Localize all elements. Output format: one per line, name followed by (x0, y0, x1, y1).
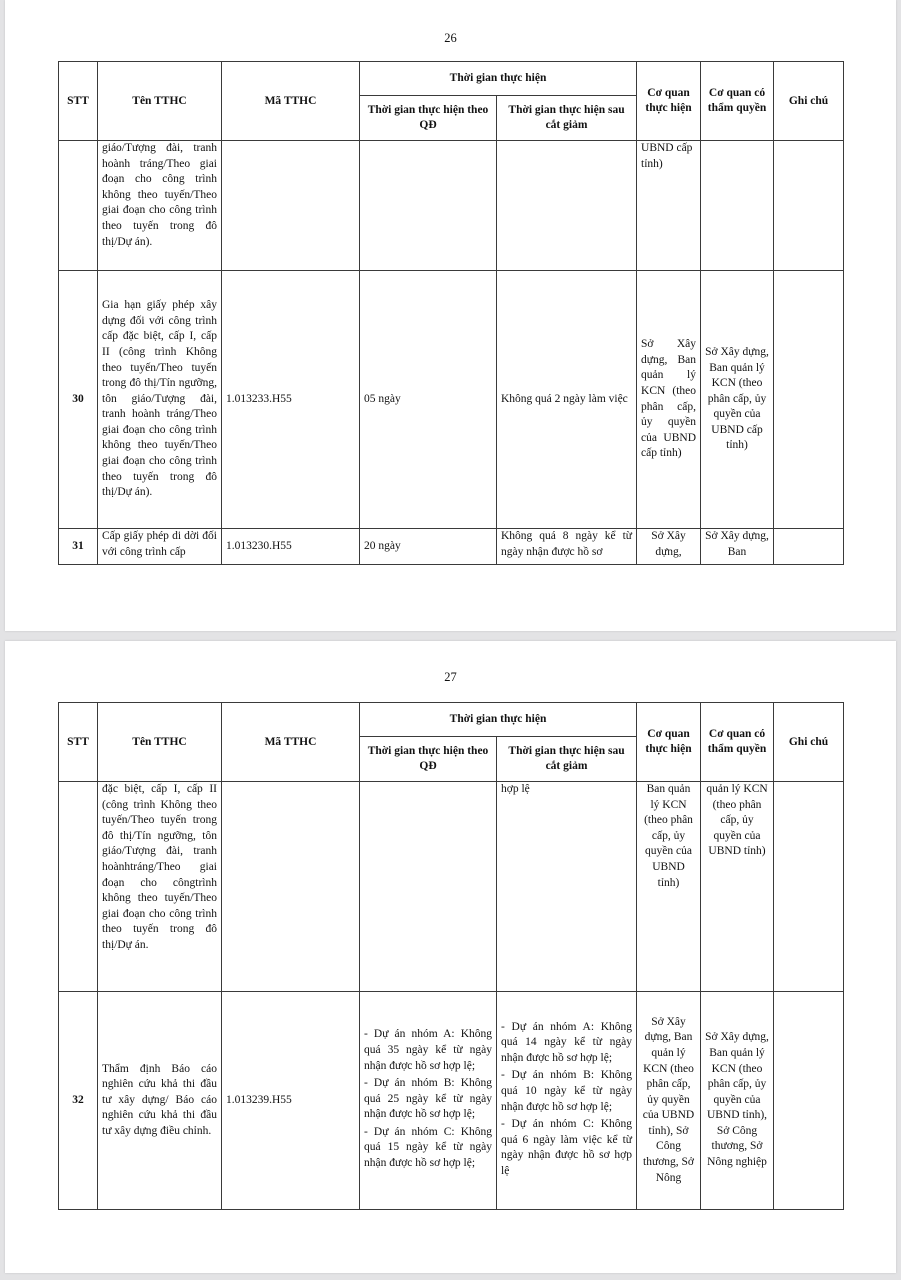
cell-note (774, 529, 844, 565)
cell-note (774, 782, 844, 992)
page-number: 26 (444, 31, 457, 45)
cell-name: giáo/Tượng đài, tranh hoành tráng/Theo giai đoạn cho công trình không theo tuyến/Theo giai đoạn cho công trình theo tuyến trong đô thị/Dự án). (98, 141, 222, 271)
cell-stt: 31 (59, 529, 98, 565)
time-qd-item: - Dự án nhóm A: Không quá 35 ngày kể từ ngày nhận được hồ sơ hợp lệ; (364, 1028, 492, 1072)
procedure-table (58, 702, 844, 1210)
header-time-cut: Thời gian thực hiện sau cắt giảm (497, 96, 637, 141)
cell-time-qd (360, 992, 497, 1210)
cell-time-cut (497, 141, 637, 271)
header-agency: Cơ quan thực hiện (637, 703, 701, 782)
cell-time-cut: Không quá 2 ngày làm việc (497, 271, 637, 529)
document-page-26 (5, 0, 896, 631)
time-qd-item: - Dự án nhóm B: Không quá 25 ngày kể từ ngày nhận được hồ sơ hợp lệ; (364, 1077, 492, 1121)
header-code: Mã TTHC (222, 703, 360, 782)
header-time-qd: Thời gian thực hiện theo QĐ (360, 96, 497, 141)
cell-authority: Sở Xây dựng, Ban quản lý KCN (theo phân cấp, ủy quyền của UBND cấp tỉnh) (701, 271, 774, 529)
cell-name: Thẩm định Báo cáo nghiên cứu khả thi đầu tư xây dựng/ Báo cáo nghiên cứu khả thi đầu tư xây dựng điều chỉnh. (98, 992, 222, 1210)
cell-note (774, 141, 844, 271)
table-header-row (59, 62, 844, 96)
cell-time-qd (360, 782, 497, 992)
header-agency: Cơ quan thực hiện (637, 62, 701, 141)
header-name: Tên TTHC (98, 703, 222, 782)
header-note: Ghi chú (774, 62, 844, 141)
cell-time-cut: hợp lệ (497, 782, 637, 992)
time-qd-item: - Dự án nhóm C: Không quá 15 ngày kể từ ngày nhận được hồ sơ hợp lệ; (364, 1125, 492, 1170)
header-time-qd: Thời gian thực hiện theo QĐ (360, 737, 497, 782)
cell-authority (701, 141, 774, 271)
table-row (59, 992, 844, 1210)
cell-time-qd: 05 ngày (360, 271, 497, 529)
header-name: Tên TTHC (98, 62, 222, 141)
header-authority: Cơ quan có thẩm quyền (701, 62, 774, 141)
header-time-group: Thời gian thực hiện (360, 703, 637, 737)
cell-time-qd (360, 141, 497, 271)
table-row (59, 271, 844, 529)
header-stt: STT (59, 62, 98, 141)
table-row (59, 141, 844, 271)
time-cut-item: - Dự án nhóm B: Không quá 10 ngày kể từ ngày nhận được hồ sơ hợp lệ; (501, 1069, 633, 1113)
cell-time-qd: 20 ngày (360, 529, 497, 565)
cell-name: đặc biệt, cấp I, cấp II (công trình Không theo tuyến/Theo tuyến trong đô thị/Tín ngưỡng, tôn giáo/Tượng đài, tranh hoànhtráng/Theo giai đoạn cho côngtrình không theo tuyến/Theo giai đoạn cho công trình theo tuyến trong đô thị/Dự án. (98, 782, 222, 992)
cell-agency: Sở Xây dựng, (637, 529, 701, 565)
header-stt: STT (59, 703, 98, 782)
header-note: Ghi chú (774, 703, 844, 782)
cell-code: 1.013239.H55 (222, 992, 360, 1210)
header-authority: Cơ quan có thẩm quyền (701, 703, 774, 782)
table-row (59, 529, 844, 565)
cell-agency: Sở Xây dựng, Ban quản lý KCN (theo phân cấp, ủy quyền của UBND tỉnh), Sở Công thương, Sở Nông (637, 992, 701, 1210)
cell-stt: 30 (59, 271, 98, 529)
cell-note (774, 271, 844, 529)
header-code: Mã TTHC (222, 62, 360, 141)
header-time-cut: Thời gian thực hiện sau cắt giảm (497, 737, 637, 782)
cell-name: Cấp giấy phép di dời đối với công trình cấp (98, 529, 222, 565)
cell-authority: quản lý KCN (theo phân cấp, ủy quyền của UBND tỉnh) (701, 782, 774, 992)
cell-stt (59, 141, 98, 271)
cell-time-cut (497, 992, 637, 1210)
document-page-27 (5, 641, 896, 1273)
cell-stt (59, 782, 98, 992)
header-time-group: Thời gian thực hiện (360, 62, 637, 96)
time-cut-item: - Dự án nhóm C: Không quá 6 ngày làm việc kể từ ngày nhận được hồ sơ hợp lệ (501, 1118, 633, 1177)
table-header-row (59, 703, 844, 737)
cell-code (222, 141, 360, 271)
cell-authority: Sở Xây dựng, Ban (701, 529, 774, 565)
cell-stt: 32 (59, 992, 98, 1210)
time-cut-item: - Dự án nhóm A: Không quá 14 ngày kể từ ngày nhận được hồ sơ hợp lệ; (501, 1020, 633, 1064)
procedure-table (58, 61, 844, 565)
page-number: 27 (444, 670, 457, 684)
cell-agency: Ban quản lý KCN (theo phân cấp, ủy quyền của UBND tỉnh) (637, 782, 701, 992)
cell-name: Gia hạn giấy phép xây dựng đối với công trình cấp đặc biệt, cấp I, cấp II (công trình Không theo tuyến/Theo tuyến trong đô thị/Tín ngưỡng, tôn giáo/Tượng đài, tranh hoành tráng/Theo giai đoạn cho công trình không theo tuyến/Theo giai đoạn cho công trình theo tuyến trong đô thị/Dự án). (98, 271, 222, 529)
cell-agency: UBND cấp tỉnh) (637, 141, 701, 271)
cell-code: 1.013230.H55 (222, 529, 360, 565)
cell-code: 1.013233.H55 (222, 271, 360, 529)
cell-agency: Sở Xây dựng, Ban quản lý KCN (theo phân cấp, ủy quyền của UBND cấp tỉnh) (637, 271, 701, 529)
cell-authority: Sở Xây dựng, Ban quản lý KCN (theo phân cấp, ủy quyền của UBND tỉnh), Sở Công thương, Sở Nông nghiệp (701, 992, 774, 1210)
cell-time-cut: Không quá 8 ngày kể từ ngày nhận được hồ sơ (497, 529, 637, 565)
cell-note (774, 992, 844, 1210)
table-row (59, 782, 844, 992)
cell-code (222, 782, 360, 992)
